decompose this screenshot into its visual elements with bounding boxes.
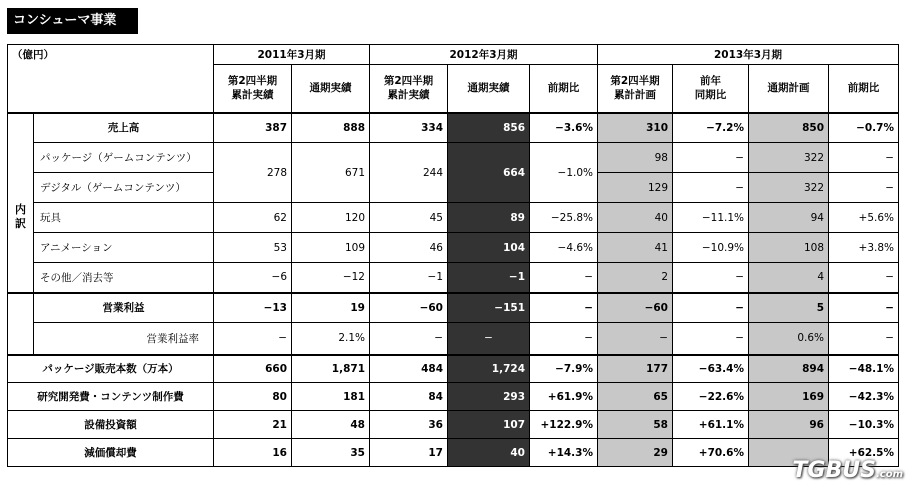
cell: −4.6% xyxy=(530,233,598,263)
row-label-capex: 設備投資額 xyxy=(8,411,214,439)
cell: −63.4% xyxy=(673,355,749,383)
cell: −1 xyxy=(370,263,448,293)
cell: − xyxy=(598,323,673,355)
cell: +3.8% xyxy=(829,233,899,263)
cell: 41 xyxy=(598,233,673,263)
cell: +70.6% xyxy=(673,439,749,467)
cell: −22.6% xyxy=(673,383,749,411)
col-header: 通期計画 xyxy=(749,65,829,113)
table-row xyxy=(8,113,899,143)
cell: −1.0% xyxy=(530,143,598,203)
cell: 80 xyxy=(214,383,292,411)
cell: 29 xyxy=(598,439,673,467)
breakdown-label: 内 訳 xyxy=(8,143,34,293)
cell: 89 xyxy=(448,203,530,233)
cell: 894 xyxy=(749,355,829,383)
cell: +122.9% xyxy=(530,411,598,439)
cell: − xyxy=(530,323,598,355)
cell: 334 xyxy=(370,113,448,143)
cell: 94 xyxy=(749,203,829,233)
cell: −10.9% xyxy=(673,233,749,263)
cell: 19 xyxy=(292,293,370,323)
cell: − xyxy=(829,173,899,203)
table-row xyxy=(8,355,899,383)
cell: −1 xyxy=(448,263,530,293)
cell: +5.6% xyxy=(829,203,899,233)
cell: 48 xyxy=(292,411,370,439)
cell: −0.7% xyxy=(829,113,899,143)
table-row xyxy=(8,263,899,293)
cell: 322 xyxy=(749,173,829,203)
period-header-2011: 2011年3月期 xyxy=(214,45,370,65)
cell: −12 xyxy=(292,263,370,293)
cell: 850 xyxy=(749,113,829,143)
cell: − xyxy=(673,323,749,355)
cell: −6 xyxy=(214,263,292,293)
cell: −3.6% xyxy=(530,113,598,143)
table-row xyxy=(8,233,899,263)
table-row xyxy=(8,143,899,173)
cell: 244 xyxy=(370,143,448,203)
table-row xyxy=(8,411,899,439)
col-header: 前年 同期比 xyxy=(673,65,749,113)
cell: 293 xyxy=(448,383,530,411)
cell: −10.3% xyxy=(829,411,899,439)
table-row xyxy=(8,323,899,355)
cell: −25.8% xyxy=(530,203,598,233)
cell: 671 xyxy=(292,143,370,203)
row-label-sales: 売上高 xyxy=(34,113,214,143)
cell: 2.1% xyxy=(292,323,370,355)
cell: 21 xyxy=(214,411,292,439)
cell: 278 xyxy=(214,143,292,203)
cell: 387 xyxy=(214,113,292,143)
cell: 36 xyxy=(370,411,448,439)
cell: 40 xyxy=(598,203,673,233)
cell: − xyxy=(673,293,749,323)
cell: 484 xyxy=(370,355,448,383)
cell: 16 xyxy=(214,439,292,467)
cell: 129 xyxy=(598,173,673,203)
col-header: 前期比 xyxy=(829,65,899,113)
cell: +62.5% xyxy=(829,439,899,467)
cell: −7.9% xyxy=(530,355,598,383)
row-label-op-rate: 営業利益率 xyxy=(34,323,214,355)
cell: − xyxy=(829,293,899,323)
cell: − xyxy=(673,263,749,293)
cell: 120 xyxy=(292,203,370,233)
cell: 1,724 xyxy=(448,355,530,383)
cell: − xyxy=(370,323,448,355)
row-label-rnd: 研究開発費・コンテンツ制作費 xyxy=(8,383,214,411)
cell: 5 xyxy=(749,293,829,323)
cell: 4 xyxy=(749,263,829,293)
cell: 46 xyxy=(370,233,448,263)
cell: − xyxy=(829,263,899,293)
row-label-other: その他／消去等 xyxy=(34,263,214,293)
consumer-business-table xyxy=(7,44,899,467)
row-label-dep: 減価償却費 xyxy=(8,439,214,467)
cell: − xyxy=(214,323,292,355)
cell: 109 xyxy=(292,233,370,263)
cell: 96 xyxy=(749,411,829,439)
cell: +61.1% xyxy=(673,411,749,439)
cell: −60 xyxy=(370,293,448,323)
row-label-op: 営業利益 xyxy=(34,293,214,323)
cell: 856 xyxy=(448,113,530,143)
cell: 62 xyxy=(214,203,292,233)
cell: −42.3% xyxy=(829,383,899,411)
cell: −11.1% xyxy=(673,203,749,233)
table-row xyxy=(8,439,899,467)
period-header-2013: 2013年3月期 xyxy=(598,45,899,65)
cell: −60 xyxy=(598,293,673,323)
cell: − xyxy=(448,323,530,355)
cell: 177 xyxy=(598,355,673,383)
col-header: 通期実績 xyxy=(292,65,370,113)
cell: 98 xyxy=(598,143,673,173)
row-label-digital: デジタル（ゲームコンテンツ） xyxy=(34,173,214,203)
cell: − xyxy=(530,263,598,293)
cell: − xyxy=(673,143,749,173)
cell: 322 xyxy=(749,143,829,173)
row-label-toys: 玩具 xyxy=(34,203,214,233)
cell: −13 xyxy=(214,293,292,323)
col-header: 第2四半期 累計計画 xyxy=(598,65,673,113)
period-header-2012: 2012年3月期 xyxy=(370,45,598,65)
col-header: 通期実績 xyxy=(448,65,530,113)
unit-label: （億円） xyxy=(8,45,214,113)
watermark-logo: TGBUS.com xyxy=(792,458,903,483)
cell: 1,871 xyxy=(292,355,370,383)
cell: 35 xyxy=(292,439,370,467)
cell: 2 xyxy=(598,263,673,293)
cell: 660 xyxy=(214,355,292,383)
cell: 664 xyxy=(448,143,530,203)
row-label-units: パッケージ販売本数（万本） xyxy=(8,355,214,383)
cell: 40 xyxy=(448,439,530,467)
cell: +61.9% xyxy=(530,383,598,411)
cell: − xyxy=(673,173,749,203)
col-header: 第2四半期 累計実績 xyxy=(370,65,448,113)
cell: 65 xyxy=(598,383,673,411)
table-row xyxy=(8,383,899,411)
col-header: 第2四半期 累計実績 xyxy=(214,65,292,113)
cell: 169 xyxy=(749,383,829,411)
cell: 17 xyxy=(370,439,448,467)
cell: 888 xyxy=(292,113,370,143)
cell: +14.3% xyxy=(530,439,598,467)
cell: 181 xyxy=(292,383,370,411)
cell: −7.2% xyxy=(673,113,749,143)
section-title: コンシューマ事業 xyxy=(7,8,138,34)
cell: 104 xyxy=(448,233,530,263)
cell: 0.6% xyxy=(749,323,829,355)
cell: 53 xyxy=(214,233,292,263)
cell: − xyxy=(829,143,899,173)
cell: 45 xyxy=(370,203,448,233)
col-header: 前期比 xyxy=(530,65,598,113)
cell: 84 xyxy=(370,383,448,411)
cell: − xyxy=(530,293,598,323)
cell: 58 xyxy=(598,411,673,439)
table-row xyxy=(8,293,899,323)
cell: −48.1% xyxy=(829,355,899,383)
cell: 108 xyxy=(749,233,829,263)
cell: 310 xyxy=(598,113,673,143)
row-label-package: パッケージ（ゲームコンテンツ） xyxy=(34,143,214,173)
row-label-anime: アニメーション xyxy=(34,233,214,263)
cell: − xyxy=(829,323,899,355)
cell: 107 xyxy=(448,411,530,439)
table-row xyxy=(8,203,899,233)
cell: −151 xyxy=(448,293,530,323)
